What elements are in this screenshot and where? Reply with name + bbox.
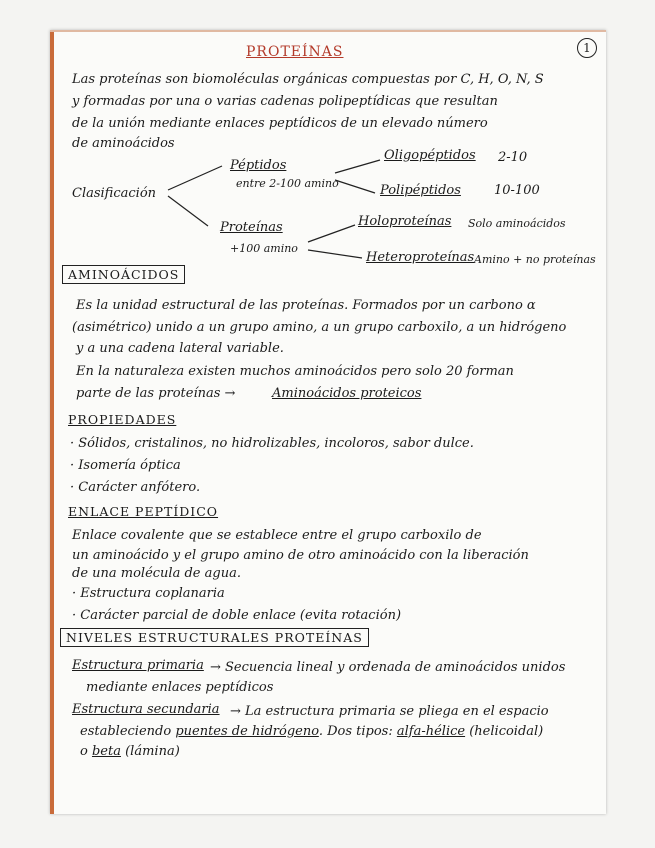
peptidos-label: Péptidos bbox=[230, 158, 287, 173]
heteroproteinas-label: Heteroproteínas bbox=[366, 250, 475, 265]
aminoacidos-line-3: y a una cadena lateral variable. bbox=[76, 341, 284, 356]
aminoacidos-proteicos: Aminoácidos proteicos bbox=[272, 386, 422, 401]
intro-line-3: de la unión mediante enlaces peptídicos de un elevado número bbox=[72, 116, 488, 131]
primaria-line-2: mediante enlaces peptídicos bbox=[86, 680, 274, 695]
propiedades-heading: PROPIEDADES bbox=[68, 412, 177, 427]
oligopeptidos-range: 2-10 bbox=[498, 150, 528, 165]
secundaria-line-3-pre: o bbox=[80, 744, 88, 759]
intro-line-2: y formadas por una o varias cadenas polipeptídicas que resultan bbox=[72, 94, 498, 109]
secundaria-line-2-post: . Dos tipos: bbox=[318, 724, 393, 739]
enlace-line-3: de una molécula de agua. bbox=[72, 566, 241, 581]
oligopeptidos-label: Oligopéptidos bbox=[384, 148, 476, 163]
polipeptidos-label: Polipéptidos bbox=[380, 183, 461, 198]
aminoacidos-heading: AMINOÁCIDOS bbox=[62, 265, 185, 284]
primaria-line-1: → Secuencia lineal y ordenada de aminoácidos unidos bbox=[210, 660, 566, 675]
page-title: PROTEÍNAS bbox=[246, 44, 344, 60]
enlace-line-1: Enlace covalente que se establece entre el grupo carboxilo de bbox=[72, 528, 482, 543]
niveles-heading: NIVELES ESTRUCTURALES PROTEÍNAS bbox=[60, 628, 369, 647]
proteinas-label: Proteínas bbox=[220, 220, 283, 235]
aminoacidos-line-5: parte de las proteínas → bbox=[76, 386, 236, 401]
beta: beta bbox=[91, 744, 121, 759]
proteinas-note: +100 amino bbox=[230, 242, 298, 255]
secundaria-line-3 bbox=[80, 744, 180, 759]
intro-line-1: Las proteínas son biomoléculas orgánicas compuestas por C, H, O, N, S bbox=[72, 72, 544, 87]
propiedades-item-3: · Carácter anfótero. bbox=[70, 480, 201, 495]
puentes-hidrogeno: puentes de hidrógeno bbox=[175, 724, 319, 739]
enlace-heading: ENLACE PEPTÍDICO bbox=[68, 504, 219, 519]
notebook-page bbox=[50, 30, 606, 814]
polipeptidos-range: 10-100 bbox=[494, 183, 540, 198]
holoproteinas-label: Holoproteínas bbox=[358, 214, 452, 229]
secundaria-line-2 bbox=[80, 724, 543, 739]
secundaria-term: Estructura secundaria bbox=[72, 702, 220, 717]
propiedades-item-2: · Isomería óptica bbox=[70, 458, 181, 473]
aminoacidos-line-1: Es la unidad estructural de las proteínas. Formados por un carbono α bbox=[76, 298, 536, 313]
alfa-note: (helicoidal) bbox=[469, 724, 544, 739]
page-number: 1 bbox=[577, 38, 597, 58]
aminoacidos-line-4: En la naturaleza existen muchos aminoácidos pero solo 20 forman bbox=[76, 364, 514, 379]
enlace-item-2: · Carácter parcial de doble enlace (evita rotación) bbox=[72, 608, 402, 623]
peptidos-note: entre 2-100 amino bbox=[236, 177, 339, 190]
secundaria-line-2-pre: estableciendo bbox=[80, 724, 172, 739]
enlace-line-2: un aminoácido y el grupo amino de otro aminoácido con la liberación bbox=[72, 548, 529, 563]
intro-line-4: de aminoácidos bbox=[72, 136, 175, 151]
primaria-term: Estructura primaria bbox=[72, 658, 204, 673]
propiedades-item-1: · Sólidos, cristalinos, no hidrolizables, incoloros, sabor dulce. bbox=[70, 436, 474, 451]
beta-note: (lámina) bbox=[125, 744, 180, 759]
holoproteinas-note: Solo aminoácidos bbox=[468, 217, 566, 230]
alfa-helice: alfa-hélice bbox=[396, 724, 466, 739]
classification-label: Clasificación bbox=[72, 186, 157, 201]
aminoacidos-line-2: (asimétrico) unido a un grupo amino, a un grupo carboxilo, a un hidrógeno bbox=[72, 320, 567, 335]
enlace-item-1: · Estructura coplanaria bbox=[72, 586, 225, 601]
secundaria-line-1: → La estructura primaria se pliega en el espacio bbox=[230, 704, 549, 719]
heteroproteinas-note: Amino + no proteínas bbox=[474, 253, 596, 266]
